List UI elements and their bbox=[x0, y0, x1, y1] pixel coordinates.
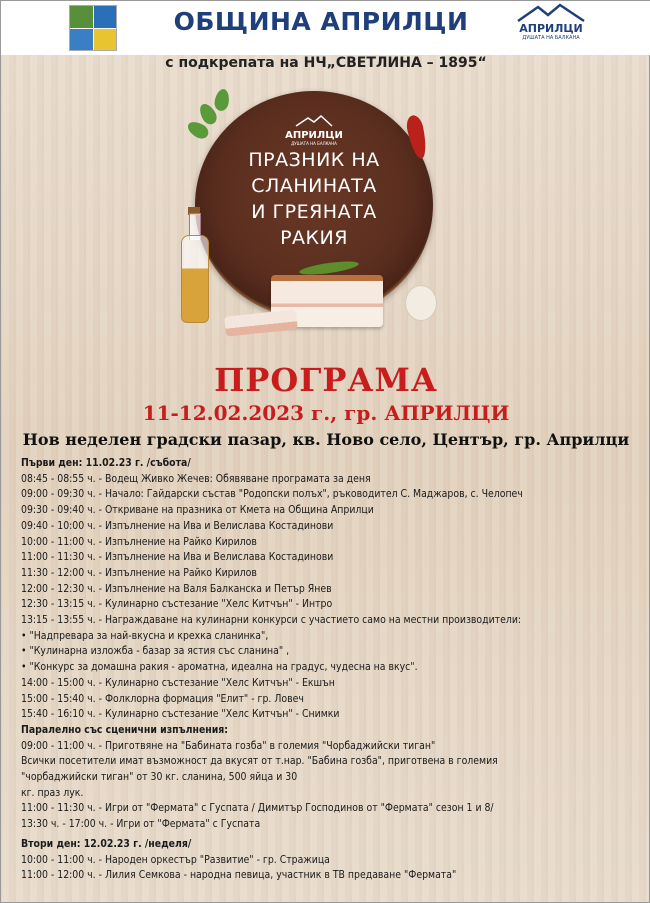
schedule-item: 11:00 - 11:30 ч. - Изпълнение на Ива и Велислава Костадинови bbox=[21, 551, 334, 564]
board-logo bbox=[181, 115, 447, 146]
venue-line: Нов неделен градски пазар, кв. Ново село, Център, гр. Априлци bbox=[22, 430, 630, 449]
board-logo-name: АПРИЛЦИ bbox=[285, 130, 343, 141]
brand-tagline: ДУШАТА НА БАЛКАНА bbox=[522, 35, 580, 41]
schedule-item: 09:40 - 10:00 ч. - Изпълнение на Ива и Велислава Костадинови bbox=[21, 519, 334, 532]
festival-emblem bbox=[181, 85, 461, 357]
schedule-item: 12:30 - 13:15 ч. - Кулинарно състезание "Хелс Китчън" - Интро bbox=[21, 598, 333, 611]
festival-title bbox=[181, 147, 447, 251]
schedule-item: 09:00 - 11:00 ч. - Приготвяне на "Бабината гозба" в големия "Чорбаджийски тиган" bbox=[21, 739, 436, 752]
schedule-item: 11:00 - 12:00 ч. - Лилия Семкова - народна певица, участник в ТВ предаване "Фермата" bbox=[21, 869, 457, 882]
contest-item: • "Конкурс за домашна ракия - ароматна, идеална на градус, чудесна на вкус". bbox=[21, 661, 418, 674]
program-title: ПРОГРАМА bbox=[214, 361, 438, 399]
day2-heading: Втори ден: 12.02.23 г. /неделя/ bbox=[21, 837, 192, 850]
garlic-icon bbox=[405, 285, 437, 321]
mountain-icon bbox=[294, 115, 334, 127]
festival-title-line: И ГРЕЯНАТА bbox=[251, 201, 377, 223]
schedule-item: 12:00 - 12:30 ч. - Изпълнение на Валя Балканска и Петър Янев bbox=[21, 582, 332, 595]
schedule-item: 15:40 - 16:10 ч. - Кулинарно състезание "Хелс Китчън" - Снимки bbox=[21, 708, 340, 721]
festival-title-line: РАКИЯ bbox=[280, 227, 348, 249]
brand-name: АПРИЛЦИ bbox=[519, 22, 583, 35]
rakia-bottle-icon bbox=[181, 235, 209, 323]
festival-title-line: ПРАЗНИК НА bbox=[248, 149, 380, 171]
schedule-item: 13:15 - 13:55 ч. - Награждаване на кулинарни конкурси с участието само на местни производители: bbox=[21, 614, 522, 627]
schedule-item: 14:00 - 15:00 ч. - Кулинарно състезание "Хелс Китчън" - Екшън bbox=[21, 676, 335, 689]
day1-heading: Първи ден: 11.02.23 г. /събота/ bbox=[21, 457, 191, 469]
schedule-note: "чорбаджийски тиган" от 30 кг. сланина, 500 яйца и 30 bbox=[21, 771, 298, 784]
municipality-title: ОБЩИНА АПРИЛЦИ bbox=[173, 7, 469, 36]
schedule-item: 09:00 - 09:30 ч. - Начало: Гайдарски състав "Родопски полъх", ръководител С. Маджаров, с. Челопеч bbox=[21, 488, 523, 501]
schedule-item: 09:30 - 09:40 ч. - Откриване на празника от Кмета на Община Априлци bbox=[21, 504, 374, 517]
schedule-item: 15:00 - 15:40 ч. - Фолклорна формация "Елит" - гр. Ловеч bbox=[21, 692, 304, 705]
schedule-item: 11:00 - 11:30 ч. - Игри от "Фермата" с Гуспата / Димитър Господинов от "Фермата" сезон 1 и 8/ bbox=[21, 802, 494, 815]
schedule-item: 08:45 - 08:55 ч. - Водещ Живко Жечев: Обявяване програмата за деня bbox=[21, 472, 371, 485]
schedule-note: кг. праз лук. bbox=[21, 786, 84, 799]
schedule-item: 11:30 - 12:00 ч. - Изпълнение на Райко Кирилов bbox=[21, 566, 257, 579]
sponsor-line: с подкрепата на НЧ„СВЕТЛИНА – 1895“ bbox=[165, 55, 487, 71]
festival-title-line: СЛАНИНАТА bbox=[251, 175, 377, 197]
schedule-item: 10:00 - 11:00 ч. - Изпълнение на Райко Кирилов bbox=[21, 535, 257, 548]
schedule-item: 10:00 - 11:00 ч. - Народен оркестър "Развитие" - гр. Стражица bbox=[21, 853, 330, 866]
board-logo-tagline: ДУШАТА НА БАЛКАНА bbox=[291, 141, 337, 146]
bacon-slice-icon bbox=[224, 309, 298, 336]
apriltsi-brand-logo bbox=[511, 3, 591, 51]
schedule-item: 13:30 ч. - 17:00 ч. - Игри от "Фермата" с Гуспата bbox=[21, 818, 261, 831]
contest-item: • "Кулинарна изложба - базар за ястия със сланина" , bbox=[21, 645, 290, 658]
program-dates: 11-12.02.2023 г., гр. АПРИЛЦИ bbox=[142, 401, 510, 425]
schedule-note: Всички посетители имат възможност да вкусят от т.нар. "Бабина гозба", приготвена в големия bbox=[21, 755, 498, 768]
parsley-leaf-icon bbox=[213, 88, 231, 112]
header bbox=[1, 1, 650, 55]
contest-item: • "Надпревара за най-вкусна и крехка сланинка", bbox=[21, 629, 269, 642]
mountain-icon bbox=[516, 3, 586, 23]
parallel-heading: Паралелно със сценични изпълнения: bbox=[21, 723, 229, 736]
municipality-crest-icon bbox=[69, 5, 117, 51]
schedule bbox=[21, 456, 641, 884]
